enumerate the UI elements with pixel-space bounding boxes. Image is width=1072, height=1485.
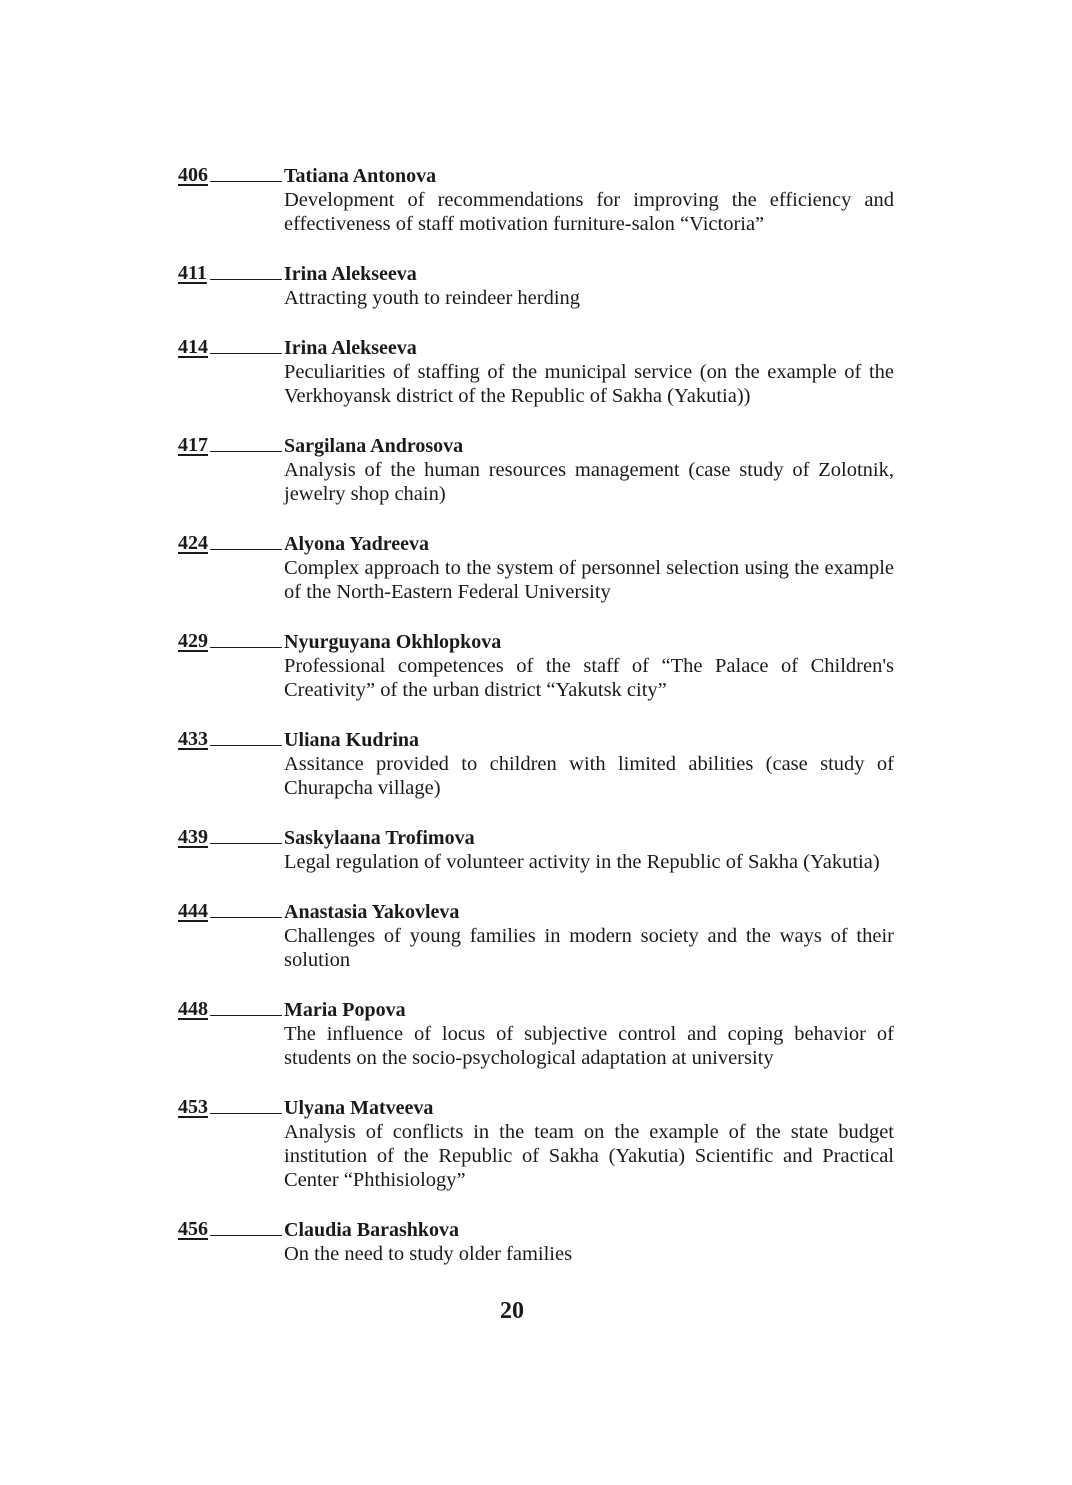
entry-page-number: 439 [178,826,208,848]
entry-page-number: 424 [178,532,208,554]
entry-page-number: 433 [178,728,208,750]
leader-line [210,745,282,746]
entry-title: Peculiarities of staffing of the municipal service (on the example of the Verkhoyansk district of the Republic of Sakha (Yakutia)) [284,361,894,407]
leader-line [210,1235,282,1236]
entry-author: Ulyana Matveeva [284,1097,434,1119]
leader-line [210,1113,282,1114]
entry-title: Development of recommendations for improving the efficiency and effectiveness of staff motivation furniture-salon “Victoria” [284,189,894,235]
leader-line [210,279,282,280]
toc-entry [178,728,894,800]
entry-author: Uliana Kudrina [284,729,420,751]
entry-author: Irina Alekseeva [284,337,417,359]
table-of-contents [178,162,894,1292]
entry-title: The influence of locus of subjective control and coping behavior of students on the socio-psychological adaptation at university [284,1023,894,1069]
leader-line [210,181,282,182]
leader-line [210,353,282,354]
entry-title: Analysis of the human resources management (case study of Zolotnik, jewelry shop chain) [284,459,894,505]
entry-page-number: 448 [178,998,208,1020]
leader-line [210,917,282,918]
entry-title: Analysis of conflicts in the team on the example of the state budget institution of the Republic of Sakha (Yakutia) Scientific and Practical Center “Phthisiology” [284,1121,894,1191]
entry-author: Tatiana Antonova [284,165,437,187]
entry-title: Complex approach to the system of personnel selection using the example of the North-Eastern Federal University [284,557,894,603]
toc-entry [178,900,894,972]
toc-entry [178,336,894,408]
entry-page-number: 417 [178,434,208,456]
toc-entry [178,998,894,1070]
entry-author: Alyona Yadreeva [284,533,429,555]
leader-line [210,451,282,452]
toc-entry [178,1218,894,1266]
entry-author: Claudia Barashkova [284,1219,460,1241]
entry-author: Saskylaana Trofimova [284,827,475,849]
entry-author: Nyurguyana Okhlopkova [284,631,502,653]
toc-entry [178,826,894,874]
entry-title: Legal regulation of volunteer activity in the Republic of Sakha (Yakutia) [284,851,880,873]
leader-line [210,647,282,648]
entry-page-number: 456 [178,1218,208,1240]
leader-line [210,843,282,844]
entry-author: Sargilana Androsova [284,435,464,457]
entry-page-number: 429 [178,630,208,652]
toc-entry [178,164,894,236]
entry-page-number: 444 [178,900,208,922]
entry-author: Irina Alekseeva [284,263,417,285]
toc-entry [178,434,894,506]
entry-title: On the need to study older families [284,1243,573,1265]
toc-entry [178,532,894,604]
toc-entry [178,262,894,310]
entry-title: Challenges of young families in modern society and the ways of their solution [284,925,894,971]
entry-page-number: 406 [178,164,208,186]
entry-page-number: 411 [178,262,207,284]
page-number-footer: 20 [500,1298,524,1324]
entry-title: Professional competences of the staff of “The Palace of Children's Creativity” of the urban district “Yakutsk city” [284,655,894,701]
entry-title: Assitance provided to children with limited abilities (case study of Churapcha village) [284,753,894,799]
toc-entry [178,630,894,702]
leader-line [210,549,282,550]
toc-entry [178,1096,894,1192]
entry-author: Anastasia Yakovleva [284,901,460,923]
entry-page-number: 453 [178,1096,208,1118]
entry-title: Attracting youth to reindeer herding [284,287,581,309]
entry-author: Maria Popova [284,999,406,1021]
entry-page-number: 414 [178,336,208,358]
leader-line [210,1015,282,1016]
